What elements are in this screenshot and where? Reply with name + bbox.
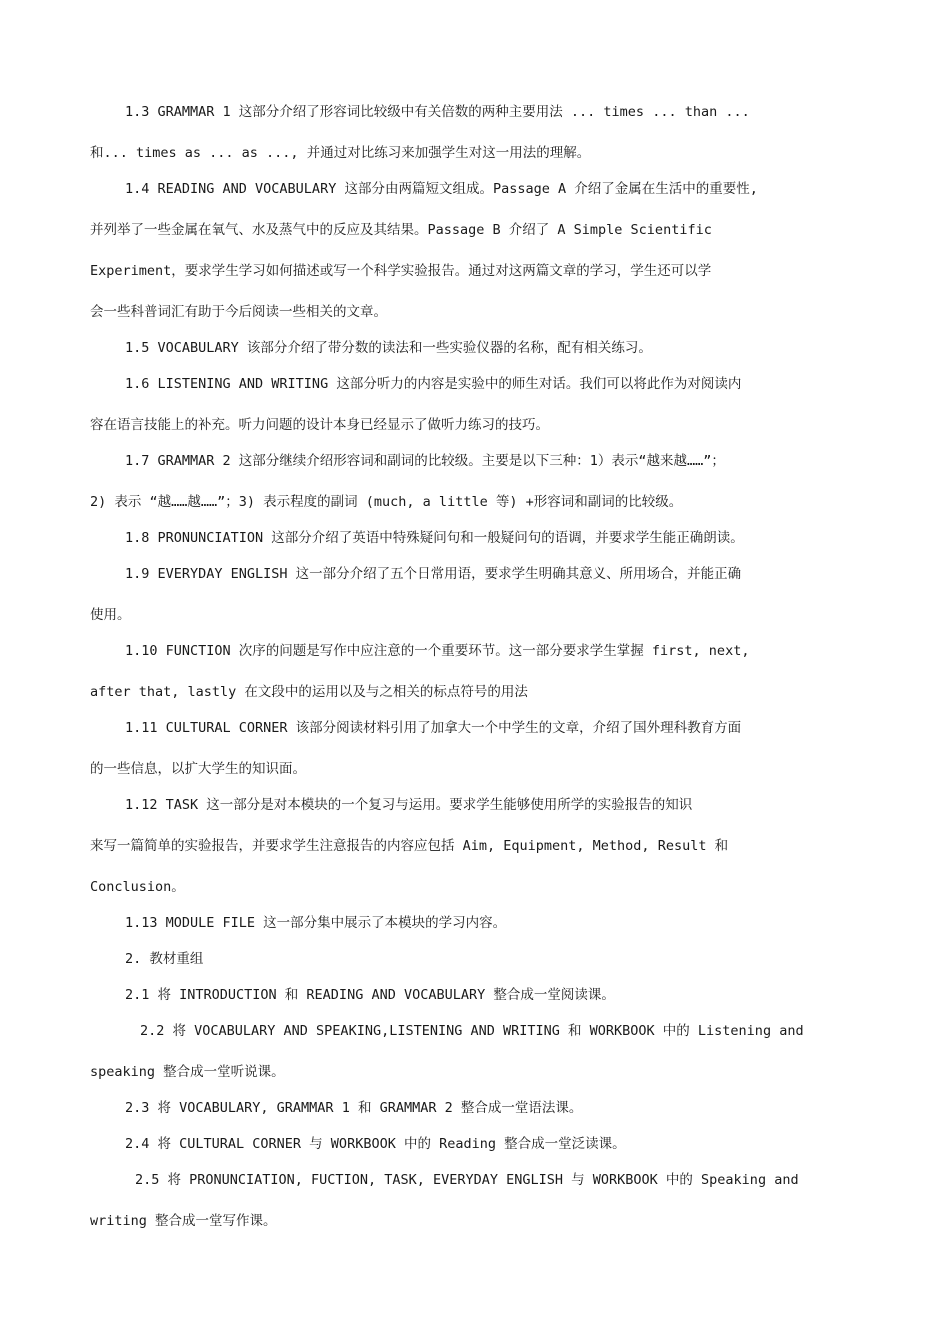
paragraph-1-12-line-3: Conclusion。	[90, 879, 185, 895]
paragraph-1-13: 1.13 MODULE FILE 这一部分集中展示了本模块的学习内容。	[125, 915, 507, 931]
paragraph-2-5-line-2: writing 整合成一堂写作课。	[90, 1213, 277, 1229]
paragraph-2-4: 2.4 将 CULTURAL CORNER 与 WORKBOOK 中的 Reading 整合成一堂泛读课。	[125, 1136, 626, 1152]
paragraph-1-3-line-2: 和... times as ... as ..., 并通过对比练习来加强学生对这一用法的理解。	[90, 145, 591, 161]
paragraph-1-8: 1.8 PRONUNCIATION 这部分介绍了英语中特殊疑问句和一般疑问句的语调，并要求学生能正确朗读。	[125, 530, 744, 546]
paragraph-1-11-line-1: 1.11 CULTURAL CORNER 该部分阅读材料引用了加拿大一个中学生的文章，介绍了国外理科教育方面	[125, 720, 742, 736]
paragraph-1-4-line-1: 1.4 READING AND VOCABULARY 这部分由两篇短文组成。Passage A 介绍了金属在生活中的重要性,	[125, 181, 758, 197]
paragraph-1-12-line-2: 来写一篇简单的实验报告，并要求学生注意报告的内容应包括 Aim, Equipment, Method, Result 和	[90, 838, 729, 854]
paragraph-2-3: 2.3 将 VOCABULARY, GRAMMAR 1 和 GRAMMAR 2 整合成一堂语法课。	[125, 1100, 583, 1116]
paragraph-2-2-line-2: speaking 整合成一堂听说课。	[90, 1064, 285, 1080]
paragraph-1-11-line-2: 的一些信息，以扩大学生的知识面。	[90, 761, 306, 777]
paragraph-1-4-line-3: Experiment，要求学生学习如何描述或写一个科学实验报告。通过对这两篇文章的学习，学生还可以学	[90, 263, 712, 279]
paragraph-1-4-line-2: 并列举了一些金属在氧气、水及蒸气中的反应及其结果。Passage B 介绍了 A Simple Scientific	[90, 222, 712, 238]
section-2-heading: 2. 教材重组	[125, 951, 204, 967]
paragraph-1-6-line-2: 容在语言技能上的补充。听力问题的设计本身已经显示了做听力练习的技巧。	[90, 417, 549, 433]
paragraph-2-2-line-1: 2.2 将 VOCABULARY AND SPEAKING,LISTENING AND WRITING 和 WORKBOOK 中的 Listening and	[140, 1023, 804, 1039]
paragraph-1-3-line-1: 1.3 GRAMMAR 1 这部分介绍了形容词比较级中有关倍数的两种主要用法 ... times ... than ...	[125, 104, 750, 120]
paragraph-1-10-line-1: 1.10 FUNCTION 次序的问题是写作中应注意的一个重要环节。这一部分要求学生掌握 first, next,	[125, 643, 750, 659]
paragraph-1-5: 1.5 VOCABULARY 该部分介绍了带分数的读法和一些实验仪器的名称，配有相关练习。	[125, 340, 652, 356]
paragraph-1-7-line-1: 1.7 GRAMMAR 2 这部分继续介绍形容词和副词的比较级。主要是以下三种：1）表示“越来越……”；	[125, 453, 725, 469]
paragraph-1-9-line-1: 1.9 EVERYDAY ENGLISH 这一部分介绍了五个日常用语，要求学生明确其意义、所用场合，并能正确	[125, 566, 742, 582]
paragraph-1-4-line-4: 会一些科普词汇有助于今后阅读一些相关的文章。	[90, 304, 387, 320]
paragraph-1-6-line-1: 1.6 LISTENING AND WRITING 这部分听力的内容是实验中的师生对话。我们可以将此作为对阅读内	[125, 376, 742, 392]
paragraph-2-5-line-1: 2.5 将 PRONUNCIATION, FUCTION, TASK, EVERYDAY ENGLISH 与 WORKBOOK 中的 Speaking and	[135, 1172, 799, 1188]
paragraph-1-12-line-1: 1.12 TASK 这一部分是对本模块的一个复习与运用。要求学生能够使用所学的实验报告的知识	[125, 797, 693, 813]
paragraph-1-7-line-2: 2) 表示 “越……越……”；3) 表示程度的副词 (much, a little 等) +形容词和副词的比较级。	[90, 494, 683, 510]
paragraph-1-9-line-2: 使用。	[90, 607, 131, 623]
paragraph-1-10-line-2: after that, lastly 在文段中的运用以及与之相关的标点符号的用法	[90, 684, 528, 700]
paragraph-2-1: 2.1 将 INTRODUCTION 和 READING AND VOCABULARY 整合成一堂阅读课。	[125, 987, 615, 1003]
